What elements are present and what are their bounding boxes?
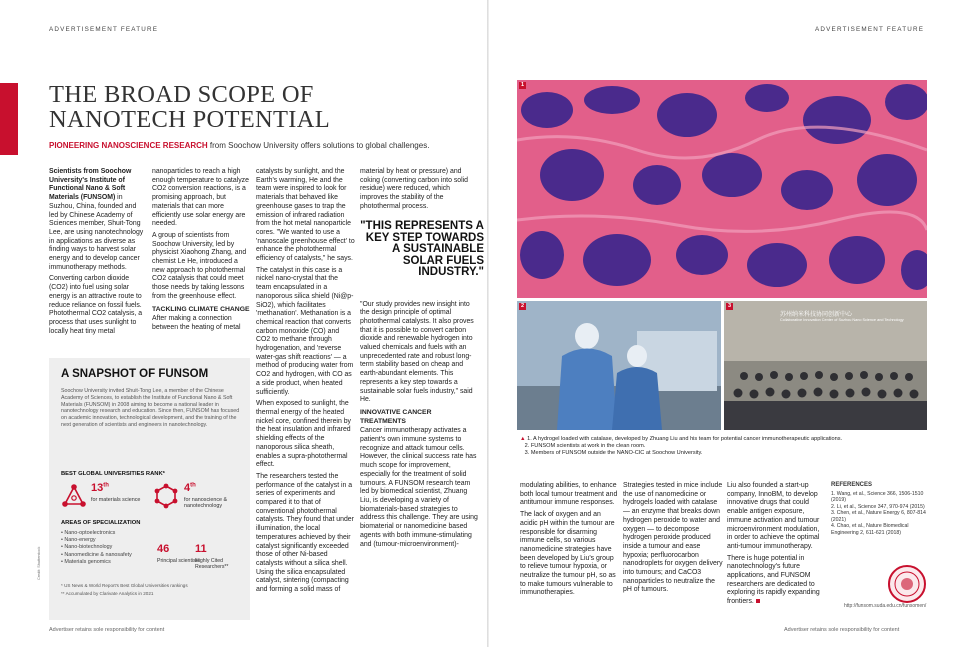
stat-scientists-label: Principal scientists [157, 558, 200, 564]
photo-badge-1: 1 [520, 82, 525, 88]
header-label-left: ADVERTISEMENT FEATURE [49, 26, 159, 33]
snapshot-title: A SNAPSHOT OF FUNSOM [61, 368, 209, 380]
spec-item: • Nano-biotechnology [61, 544, 113, 551]
photo-badge-3: 3 [727, 303, 732, 309]
col4-p2: "Our study provides new insight into the design principle of optimal photothermal catalysts. It also proves that it is possible to convert carbon dioxide and renewable hydrogen into valued chemicals and fuels with an unprecedented rate and robust long-term stability based on cheap and earth-abundant elements. This represents a key step towards a sustainable solar fuels industry," said He. [360, 300, 474, 404]
references [831, 482, 926, 536]
photo-hydrogel [517, 80, 927, 298]
footer-right: Advertiser retains sole responsibility for content [784, 627, 900, 633]
column-1 [49, 168, 147, 339]
photo-captions [520, 436, 920, 458]
col2-p1: nanoparticles to reach a high enough temperature to catalyze CO2 conversion reactions, is a promising approach, but materials that can more efficiently use solar energy are needed. [152, 168, 249, 228]
rank-materials-label: for materials science [91, 497, 141, 503]
spec-item: • Nano-energy [61, 537, 96, 544]
rank-nanoscience-number: 4th [184, 482, 196, 494]
col3-p1: catalysts by sunlight, and the Earth's warming, He and the team were inspired to look for materials that behaved like greenhouse gases to trap the emission of infrared radiation from the hot metal nanoparticle cores. "We wanted to use a 'nanoscale greenhouse effect' to enhance the photothermal efficiency of catalysts," he says. [256, 168, 355, 263]
column-6 [623, 482, 724, 598]
photo-badge-2: 2 [520, 303, 525, 309]
reference-item: 1. Wang, et al., Science 366, 1506-1510 (2019) [831, 490, 924, 503]
col4-p1: material by heat or pressure) and coking (converting carbon into solid residue) were reduced, which improves the stability of the photothermal process. [360, 168, 469, 210]
col5-p1: modulating abilities, to enhance both local tumour treatment and antitumour immune responses. [520, 482, 618, 507]
cleanroom-image [517, 301, 721, 430]
subhead-climate: TACKLING CLIMATE CHANGE [152, 305, 250, 313]
snapshot-box [49, 358, 250, 620]
column-5 [520, 482, 620, 601]
molecule-hexagon-icon [153, 483, 179, 509]
title-line-1: THE BROAD SCOPE OF [49, 81, 314, 108]
col3-p2: The catalyst in this case is a nickel nano-crystal that the team encapsulated in a nanoporous silica shield (Ni@p-SiO2), which facilitates 'methanation'. Methanation is a chemical reaction that converts carbon monoxide (CO) and CO2 to methane through hydrogenation, and 'reverse water-gas shift reactions' — a method of producing water from CO2 and hydrogen, with CO as a side product, when heated sufficiently. [256, 266, 354, 396]
col6-p1: Strategies tested in mice include the use of nanomedicine or hydrogels loaded with catalase — an enzyme that breaks down hydrogen peroxide to water and oxygen — to decompose hydrogen peroxide produced inside a tumour and ease hypoxia; perfluorocarbon nanodroplets for oxygen delivery into tumours; and CaCO3 nanoparticles to neutralize the pH of tumours. [623, 482, 723, 594]
rank-materials-number: 13th [91, 482, 109, 494]
photo-credit: Credit: Shutterstock [37, 546, 41, 580]
spec-item: • Nano-optoelectronics [61, 530, 116, 536]
building-sign [780, 309, 924, 322]
col3-p4: The researchers tested the performance of the catalyst in a series of experiments and compared it to that of conventional photothermal catalysts. They found that under illumination, the local temperatures achieved by their catalyst significantly exceeded those of other Ni-based catalysts without a silica shell. Using the silica encapsulated catalyst, sintering (compacting and forming a solid mass of [256, 472, 354, 594]
hydrogel-image [517, 80, 927, 298]
col1-p1: in Suzhou, China, founded and led by Chinese Academy of Sciences member, Shuit-Tong Lee, are using nanotechnology in applications as diverse as finding ways to harvest solar energy and to develop cancer immunotherapy methods. [49, 194, 144, 271]
references-heading: REFERENCES [831, 482, 873, 488]
molecule-triangle-icon [61, 483, 87, 509]
red-tab [0, 83, 18, 155]
page-gutter [487, 0, 489, 647]
col7-p2: There is huge potential in nanotechnology's future applications, and FUNSOM researchers are dedicated to exploring its rapidly expanding frontiers. [727, 554, 820, 606]
standfirst-text: from Soochow University offers solutions to global challenges. [207, 141, 430, 150]
caption-1: ▲ 1. A hydrogel loaded with catalase, developed by Zhuang Liu and his team for potential cancer immunotherapeutic applications. [520, 436, 843, 442]
lead-text: Scientists from Soochow University's Institute of Functional Nano & Soft Materials (FUNSOM) [49, 168, 132, 202]
col7-p2-wrap [727, 555, 826, 607]
end-mark [756, 599, 760, 603]
subhead-cancer: INNOVATIVE CANCER TREATMENTS [360, 408, 432, 425]
spec-item: • Materials genomics [61, 558, 111, 565]
col4-p3: Cancer immunotherapy activates a patient's own immune systems to recognize and attack tumour cells. However, the clinical success rate has much scope for improvement, especially for the treatment of solid tumours. A FUNSOM research team led by biomedical scientist, Zhuang Liu, is developing a variety of biomaterials-based strategies to address this challenge. They are using biomaterial or nanomedicine based agents with both immune-stimulating and (tumour-microenvironment)- [360, 427, 478, 548]
article-title [49, 82, 469, 132]
col2-p2: A group of scientists from Soochow University, led by physicist Xiaohong Zhang, and chemist Le He, introduced a new approach to photothermal CO2 catalysis that could meet those needs by taking lessons from the greenhouse effect. [152, 231, 247, 300]
caption-3: 3. Members of FUNSOM outside the NANO-CIC at Soochow University. [524, 450, 703, 457]
stat-cited-number: 11 [195, 543, 207, 555]
ranks-heading: BEST GLOBAL UNIVERSITIES RANK* [61, 471, 165, 477]
specialization-heading: AREAS OF SPECIALIZATION [61, 520, 141, 526]
title-line-2: NANOTECH POTENTIAL [49, 106, 330, 133]
photo-group [724, 301, 927, 430]
caption-2: 2. FUNSOM scientists at work in the clean room. [524, 443, 646, 450]
reference-item: 3. Chen, et al., Nature Energy 6, 807-814 (2021) [831, 510, 926, 523]
photo-cleanroom [517, 301, 721, 430]
spec-item: • Nanomedicine & nanosafety [61, 551, 132, 558]
header-label-right: ADVERTISEMENT FEATURE [815, 26, 925, 33]
column-3 [256, 168, 355, 598]
website-link[interactable]: http://funsom.suda.edu.cn/funsomen/ [844, 603, 927, 609]
col2-p3: After making a connection between the heating of metal [152, 315, 241, 331]
footer-left: Advertiser retains sole responsibility for content [49, 627, 165, 633]
column-7 [727, 482, 826, 610]
sign-english: Collaborative Innovation Center of Suzhou Nano Science and Technology [780, 318, 904, 322]
stat-cited-label: Highly Cited Researchers** [195, 558, 229, 571]
col5-p2: The lack of oxygen and an acidic pH within the tumour are responsible for disarming immune cells, so various nanomedicine strategies have been developed by Liu's group to relieve tumour hypoxia, or neutralize the tumour pH, so as to make tumours vulnerable to immunotherapies. [520, 511, 616, 597]
specialization-list [61, 530, 161, 566]
footnote-2: ** Accumulated by Clarivate Analytics in 2021 [61, 591, 154, 596]
rank-nanoscience-label: for nanoscience & nanotechnology [184, 497, 228, 510]
standfirst-highlight: PIONEERING NANOSCIENCE RESEARCH [49, 141, 208, 150]
reference-item: 2. Li, et al., Science 347, 970-974 (2015) [831, 503, 925, 510]
reference-item: 4. Chao, et al., Nature Biomedical Engineering 2, 611-621 (2018) [831, 523, 909, 536]
standfirst [49, 141, 469, 150]
stat-scientists-number: 46 [157, 543, 170, 555]
sign-chinese: 苏州纳米科技协同创新中心 [780, 312, 853, 318]
col7-p1: Liu also founded a start-up company, InnoBM, to develop innovative drugs that could enable antigen exposure, immune activation and tumour microenvironment modulation, in order to achieve the optimal anti-tumour immunotherapy. [727, 482, 820, 550]
footnote-1: * US News & World Report's Best Global Universities rankings [61, 583, 188, 588]
column-2 [152, 168, 252, 336]
pull-quote: "THIS REPRESENTS A KEY STEP TOWARDS A SUSTAINABLE SOLAR FUELS INDUSTRY." [360, 220, 484, 278]
col1-p2: Converting carbon dioxide (CO2) into fuel using solar energy is an attractive route to reduce reliance on fossil fuels. Photothermal CO2 catalysis, a process that uses sunlight to locally heat tiny metal [49, 275, 143, 335]
snapshot-intro: Soochow University invited Shuit-Tong Lee, a member of the Chinese Academy of Sciences, to establish the Institute of Functional Nano & Soft Materials (FUNSOM) in 2008 aiming to become a national leader in nanotechnology research and education. Since then, FUNSOM has focused on academic innovation, technological development, and the training of the next generation of scientists and engineers in nanotechnology. [61, 388, 240, 428]
col3-p3: When exposed to sunlight, the thermal energy of the heated nickel core, confined therein by the heat insulation and infrared shielding effects of the nanoporous silica sheath, enables a supra-photothermal effect. [256, 400, 351, 469]
university-seal-icon [888, 565, 926, 603]
